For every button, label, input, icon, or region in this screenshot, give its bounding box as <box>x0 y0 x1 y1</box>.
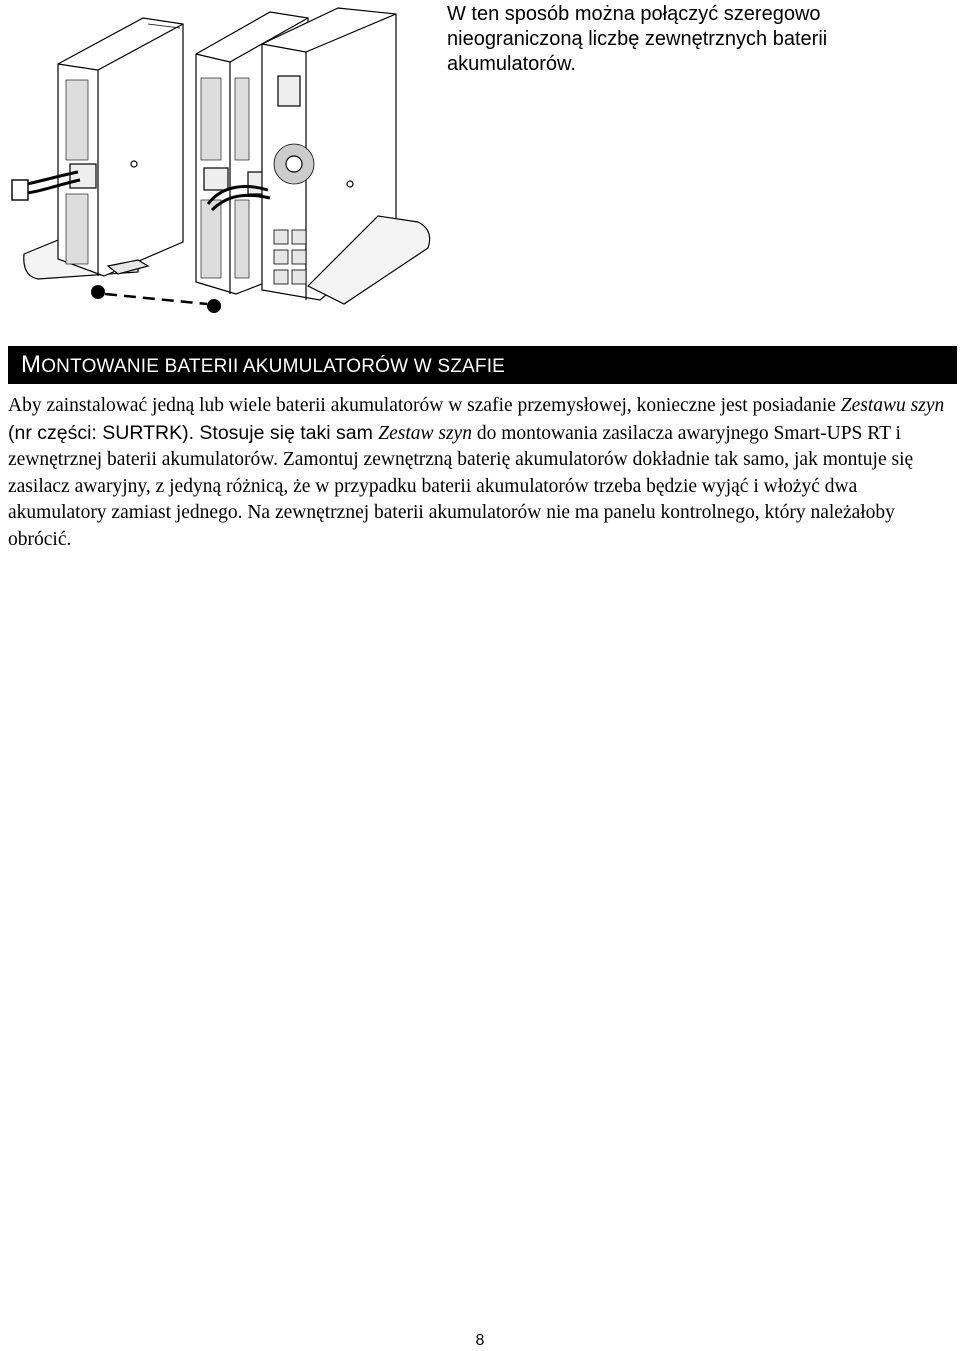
series-connection-indicator <box>91 285 221 313</box>
illustration-caption: W ten sposób można połączyć szeregowo nieograniczoną liczbę zewnętrznych baterii akumulatorów. <box>447 3 828 75</box>
body-part-3: do montowania zasilacza awaryjnego Smart-UPS RT i zewnętrznej baterii akumulatorów. Zamontuj zewnętrzną baterię akumulatorów dokładnie tak samo, jak montuje się zasilacz awaryjny, z jedyną różnicą, że w przypadku baterii akumulatorów trzeba będzie wyjąć i włożyć dwa akumulatory zamiast jednego. Na zewnętrznej baterii akumulatorów nie ma panelu kontrolnego, który należałoby obrócić. <box>8 422 914 550</box>
body-part-2: (nr części: SURTRK). Stosuje się taki sam <box>8 421 379 444</box>
page-number: 8 <box>475 1332 485 1349</box>
section-title <box>21 351 505 379</box>
rail-kit-term-1: Zestawu szyn <box>840 395 945 416</box>
rail-kit-term-2: Zestaw szyn <box>378 422 472 444</box>
section-title-initial: M <box>21 351 42 378</box>
battery-packs-illustration <box>8 4 438 326</box>
left-battery-unit <box>58 18 183 276</box>
body-part-1: Aby zainstalować jedną lub wiele baterii akumulatorów w szafie przemysłowej, konieczne jest posiadanie <box>8 395 841 416</box>
section-title-rest: ONTOWANIE BATERII AKUMULATORÓW W SZAFIE <box>41 356 506 377</box>
section-body-paragraph <box>8 392 954 553</box>
section-header-bar <box>8 346 957 384</box>
ups-unit <box>262 8 430 304</box>
